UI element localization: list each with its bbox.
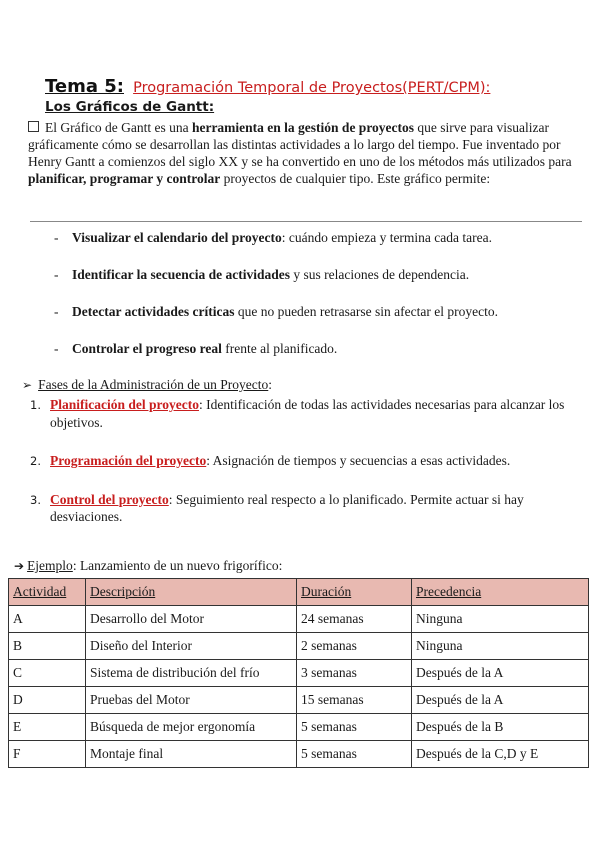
cell-duracion: 15 semanas bbox=[297, 687, 412, 714]
intro-paragraph bbox=[28, 119, 588, 187]
cell-actividad: E bbox=[9, 714, 86, 741]
divider bbox=[30, 221, 582, 222]
header-duracion: Duración bbox=[297, 579, 412, 606]
cell-descripcion: Desarrollo del Motor bbox=[86, 606, 297, 633]
cell-actividad: D bbox=[9, 687, 86, 714]
cell-actividad: F bbox=[9, 741, 86, 768]
section-subtitle: Los Gráficos de Gantt: bbox=[45, 99, 215, 115]
step-text: : Asignación de tiempos y secuencias a esas actividades. bbox=[206, 453, 511, 468]
cell-actividad: A bbox=[9, 606, 86, 633]
cell-duracion: 3 semanas bbox=[297, 660, 412, 687]
header-actividad: Actividad bbox=[9, 579, 86, 606]
table-row bbox=[9, 714, 589, 741]
example-text: : Lanzamiento de un nuevo frigorífico: bbox=[72, 558, 283, 573]
cell-precedencia: Ninguna bbox=[412, 633, 589, 660]
example-label: Ejemplo bbox=[27, 558, 73, 573]
table-row bbox=[9, 741, 589, 768]
step-text: : Seguimiento real respecto a lo planificado. Permite actuar si hay desviaciones. bbox=[50, 491, 524, 524]
cell-descripcion: Montaje final bbox=[86, 741, 297, 768]
phases-list bbox=[30, 396, 585, 547]
step-label: Control del proyecto bbox=[50, 491, 169, 507]
heading bbox=[45, 76, 490, 97]
bullet-text: : cuándo empieza y termina cada tarea. bbox=[281, 230, 492, 245]
benefits-list bbox=[54, 229, 594, 377]
page-title: Programación Temporal de Proyectos(PERT/CPM): bbox=[133, 80, 491, 96]
table-header-row bbox=[9, 579, 589, 606]
checkbox-bullet-icon bbox=[28, 121, 39, 132]
list-item bbox=[30, 396, 585, 431]
bullet-text: frente al planificado. bbox=[221, 341, 338, 356]
intro-text-2: que sirve para visualizar gráficamente cómo se desarrollan las distintas actividades a lo largo del tiempo. Fue inventado por Henry Gantt a comienzos del siglo XX y se ha convertido en uno de los métodos más utilizados para bbox=[28, 120, 572, 169]
step-label: Planificación del proyecto bbox=[50, 397, 199, 412]
cell-duracion: 5 semanas bbox=[297, 741, 412, 768]
table-row bbox=[9, 633, 589, 660]
bullet-text: que no pueden retrasarse sin afectar el proyecto. bbox=[234, 304, 498, 319]
phases-label: Fases de la Administración de un Proyecto bbox=[38, 377, 269, 392]
cell-descripcion: Diseño del Interior bbox=[86, 633, 297, 660]
cell-descripcion: Sistema de distribución del frío bbox=[86, 660, 297, 687]
bullet-bold: Visualizar el calendario del proyecto bbox=[72, 230, 282, 245]
cell-precedencia: Después de la A bbox=[412, 687, 589, 714]
intro-text-3: proyectos de cualquier tipo. Este gráfico permite: bbox=[220, 171, 491, 186]
cell-actividad: C bbox=[9, 660, 86, 687]
activities-table bbox=[8, 578, 589, 768]
header-precedencia: Precedencia bbox=[412, 579, 589, 606]
dash-marker: - bbox=[54, 341, 59, 356]
table-row bbox=[9, 660, 589, 687]
phases-heading bbox=[22, 377, 272, 393]
dash-marker: - bbox=[54, 267, 59, 282]
cell-descripcion: Pruebas del Motor bbox=[86, 687, 297, 714]
tema-label: Tema 5: bbox=[45, 76, 124, 97]
header-descripcion: Descripción bbox=[86, 579, 297, 606]
list-item bbox=[54, 229, 594, 266]
right-arrow-icon: ➔ bbox=[14, 559, 25, 573]
bullet-bold: Detectar actividades críticas bbox=[72, 304, 235, 319]
step-label: Programación del proyecto bbox=[50, 453, 207, 468]
intro-bold-2: planificar, programar y controlar bbox=[28, 171, 221, 186]
list-item bbox=[30, 452, 585, 470]
cell-precedencia: Después de la A bbox=[412, 660, 589, 687]
example-heading bbox=[14, 558, 282, 574]
cell-actividad: B bbox=[9, 633, 86, 660]
cell-descripcion: Búsqueda de mejor ergonomía bbox=[86, 714, 297, 741]
list-item bbox=[54, 340, 594, 377]
list-item bbox=[30, 491, 585, 526]
cell-precedencia: Después de la C,D y E bbox=[412, 741, 589, 768]
step-number: 2. bbox=[30, 454, 41, 468]
bullet-bold: Controlar el progreso real bbox=[72, 341, 222, 356]
step-number: 3. bbox=[30, 492, 41, 507]
step-text: : Identificación de todas las actividades necesarias para alcanzar los objetivos. bbox=[50, 397, 565, 430]
list-item bbox=[54, 303, 594, 340]
cell-duracion: 24 semanas bbox=[297, 606, 412, 633]
list-item bbox=[54, 266, 594, 303]
intro-bold-1: herramienta en la gestión de proyectos bbox=[191, 120, 415, 135]
bullet-text: y sus relaciones de dependencia. bbox=[289, 267, 470, 282]
phases-colon: : bbox=[268, 377, 273, 392]
cell-duracion: 2 semanas bbox=[297, 633, 412, 660]
step-number: 1. bbox=[30, 398, 41, 412]
bullet-bold: Identificar la secuencia de actividades bbox=[72, 267, 290, 282]
arrow-bullet-icon: ➢ bbox=[22, 378, 33, 392]
cell-duracion: 5 semanas bbox=[297, 714, 412, 741]
cell-precedencia: Después de la B bbox=[412, 714, 589, 741]
table-row bbox=[9, 606, 589, 633]
cell-precedencia: Ninguna bbox=[412, 606, 589, 633]
dash-marker: - bbox=[54, 230, 59, 245]
table-row bbox=[9, 687, 589, 714]
intro-text-1: El Gráfico de Gantt es una bbox=[45, 120, 192, 135]
dash-marker: - bbox=[54, 304, 59, 319]
